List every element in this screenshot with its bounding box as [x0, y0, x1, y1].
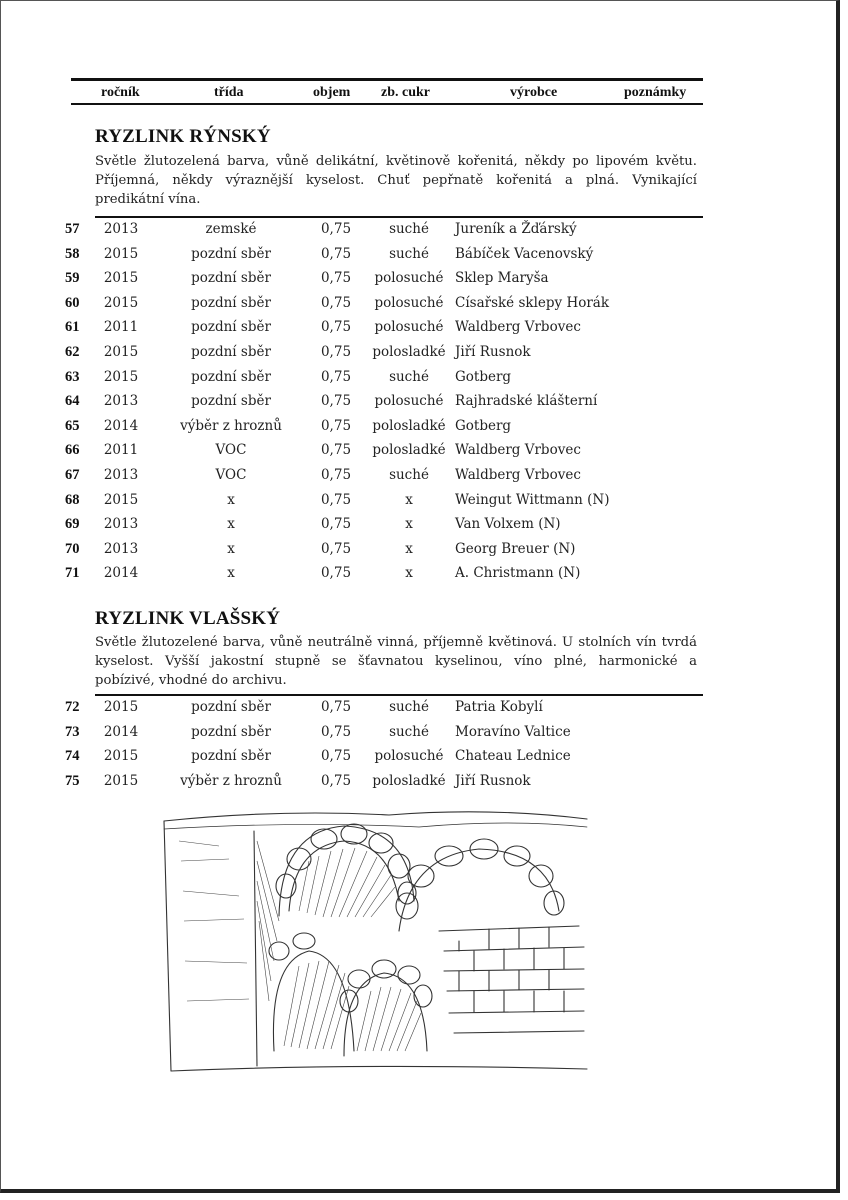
- wine-number: 67: [65, 467, 80, 483]
- wine-number: 57: [65, 221, 80, 237]
- wine-year: 2013: [103, 221, 139, 237]
- section-description: [95, 152, 697, 210]
- wine-volume: 0,75: [320, 368, 352, 385]
- wine-sugar: x: [405, 491, 413, 508]
- wine-volume: 0,75: [320, 294, 352, 311]
- description-line: Světle žlutozelené barva, vůně neutrálně vinná, příjemně květinová. U stolních vín tvrdá: [95, 635, 697, 650]
- table-row: [1, 390, 848, 414]
- wine-class: x: [227, 491, 235, 508]
- table-row: [1, 267, 848, 291]
- wine-maker: Rajhradské klášterní: [455, 393, 598, 410]
- wine-volume: 0,75: [320, 723, 352, 740]
- wine-year: 2013: [103, 540, 139, 557]
- wine-maker: Jiří Rusnok: [455, 344, 531, 360]
- wine-class: x: [227, 540, 235, 557]
- wine-volume: 0,75: [320, 699, 352, 715]
- wine-year: 2013: [103, 516, 139, 533]
- wine-number: 70: [65, 540, 80, 557]
- table-row: [1, 489, 848, 513]
- wine-year: 2015: [103, 772, 139, 789]
- wine-cellar-arches-sketch-icon: [159, 801, 591, 1081]
- wine-year: 2015: [103, 699, 139, 715]
- wine-volume: 0,75: [320, 565, 352, 582]
- header-notes: poznámky: [624, 85, 687, 100]
- wine-class: zemské: [205, 221, 257, 237]
- wine-sugar: polosladké: [372, 344, 446, 360]
- wine-class: pozdní sběr: [191, 319, 271, 336]
- wine-maker: Waldberg Vrbovec: [455, 442, 581, 459]
- wine-class: výběr z hroznů: [180, 772, 282, 789]
- wine-volume: 0,75: [320, 516, 352, 533]
- wine-maker: Van Volxem (N): [455, 516, 561, 533]
- wine-maker: Waldberg Vrbovec: [455, 319, 581, 336]
- wine-year: 2011: [103, 319, 139, 336]
- table-row: [1, 562, 848, 586]
- table-row: [1, 513, 848, 537]
- wine-number: 62: [65, 344, 80, 360]
- wine-sugar: polosuché: [374, 748, 444, 765]
- wine-class: pozdní sběr: [191, 344, 271, 360]
- wine-volume: 0,75: [320, 540, 352, 557]
- wine-sugar: suché: [389, 245, 429, 262]
- wine-class: x: [227, 565, 235, 582]
- wine-class: VOC: [215, 467, 247, 483]
- header-class: třída: [214, 85, 244, 100]
- header-volume: objem: [313, 85, 351, 100]
- wine-number: 58: [65, 245, 80, 262]
- section-title-ryzlink-rynsky: RYZLINK RÝNSKÝ: [95, 126, 271, 147]
- description-line: kyselost. Vyšší jakostní stupně se šťavnatou kyselinou, víno plné, harmonické a: [95, 654, 697, 670]
- wine-volume: 0,75: [320, 442, 352, 459]
- wine-volume: 0,75: [320, 772, 352, 789]
- wine-number: 74: [65, 748, 80, 765]
- wine-class: pozdní sběr: [191, 368, 271, 385]
- wine-maker: Bábíček Vacenovský: [455, 245, 594, 262]
- wine-sugar: suché: [389, 221, 429, 237]
- wine-volume: 0,75: [320, 491, 352, 508]
- wine-sugar: polosuché: [374, 393, 444, 410]
- table-row: [1, 243, 848, 267]
- table-row: [1, 721, 848, 745]
- wine-class: x: [227, 516, 235, 533]
- wine-sugar: polosuché: [374, 319, 444, 336]
- table-row: [1, 316, 848, 340]
- table-header: [71, 78, 703, 105]
- wine-volume: 0,75: [320, 344, 352, 360]
- section-title-ryzlink-vlassky: RYZLINK VLAŠSKÝ: [95, 608, 281, 629]
- table-row: [1, 745, 848, 769]
- wine-year: 2013: [103, 393, 139, 410]
- table-row: [1, 366, 848, 390]
- wine-number: 64: [65, 393, 80, 410]
- wine-year: 2013: [103, 467, 139, 483]
- wine-year: 2015: [103, 748, 139, 765]
- wine-number: 65: [65, 417, 80, 434]
- header-sugar: zb. cukr: [381, 85, 430, 100]
- wine-year: 2014: [103, 417, 139, 434]
- table-row: [1, 415, 848, 439]
- wine-class: pozdní sběr: [191, 270, 271, 287]
- wine-class: výběr z hroznů: [180, 417, 282, 434]
- table-row: [1, 292, 848, 316]
- table-row: [1, 218, 848, 242]
- wine-sugar: polosladké: [372, 417, 446, 434]
- wine-volume: 0,75: [320, 417, 352, 434]
- wine-year: 2014: [103, 565, 139, 582]
- description-line: predikátní vína.: [95, 192, 201, 208]
- wine-sugar: x: [405, 516, 413, 533]
- wine-sugar: polosuché: [374, 270, 444, 287]
- wine-class: pozdní sběr: [191, 723, 271, 740]
- wine-sugar: x: [405, 565, 413, 582]
- section-description: [95, 633, 697, 691]
- wine-sugar: polosladké: [372, 772, 446, 789]
- wine-sugar: suché: [389, 368, 429, 385]
- wine-volume: 0,75: [320, 270, 352, 287]
- wine-sugar: polosladké: [372, 442, 446, 459]
- wine-maker: A. Christmann (N): [455, 565, 581, 582]
- wine-year: 2015: [103, 270, 139, 287]
- wine-class: pozdní sběr: [191, 393, 271, 410]
- wine-class: pozdní sběr: [191, 245, 271, 262]
- wine-number: 72: [65, 699, 80, 715]
- wine-class: VOC: [215, 442, 247, 459]
- wine-number: 63: [65, 368, 80, 385]
- description-line: Příjemná, někdy výraznější kyselost. Chuť pepřnatě kořenitá a plná. Vynikající: [95, 173, 697, 189]
- wine-maker: Patria Kobylí: [455, 699, 543, 715]
- table-row: [1, 439, 848, 463]
- wine-year: 2015: [103, 491, 139, 508]
- wine-year: 2015: [103, 245, 139, 262]
- table-row: [1, 341, 848, 365]
- wine-maker: Jiří Rusnok: [455, 772, 531, 789]
- wine-number: 68: [65, 491, 80, 508]
- wine-year: 2015: [103, 294, 139, 311]
- wine-class: pozdní sběr: [191, 294, 271, 311]
- wine-maker: Georg Breuer (N): [455, 540, 576, 557]
- wine-number: 61: [65, 319, 80, 336]
- description-line: pobízivé, vhodné do archivu.: [95, 673, 287, 689]
- wine-number: 59: [65, 270, 80, 287]
- wine-maker: Sklep Maryša: [455, 270, 549, 287]
- wine-number: 73: [65, 723, 80, 740]
- wine-class: pozdní sběr: [191, 699, 271, 715]
- wine-volume: 0,75: [320, 748, 352, 765]
- wine-volume: 0,75: [320, 467, 352, 483]
- wine-year: 2014: [103, 723, 139, 740]
- wine-maker: Weingut Wittmann (N): [455, 491, 610, 508]
- wine-volume: 0,75: [320, 245, 352, 262]
- wine-number: 75: [65, 772, 80, 789]
- wine-maker: Moravíno Valtice: [455, 723, 571, 740]
- wine-number: 66: [65, 442, 80, 459]
- wine-volume: 0,75: [320, 221, 352, 237]
- table-row: [1, 696, 848, 720]
- wine-maker: Gotberg: [455, 417, 512, 434]
- wine-maker: Jureník a Žďárský: [455, 221, 577, 237]
- header-maker: výrobce: [510, 85, 558, 100]
- wine-maker: Gotberg: [455, 368, 512, 385]
- wine-class: pozdní sběr: [191, 748, 271, 765]
- wine-year: 2011: [103, 442, 139, 459]
- table-row: [1, 464, 848, 488]
- wine-sugar: x: [405, 540, 413, 557]
- wine-sugar: suché: [389, 699, 429, 715]
- wine-number: 69: [65, 516, 80, 533]
- table-row: [1, 538, 848, 562]
- wine-volume: 0,75: [320, 319, 352, 336]
- wine-volume: 0,75: [320, 393, 352, 410]
- wine-number: 71: [65, 565, 80, 582]
- wine-maker: Waldberg Vrbovec: [455, 467, 581, 483]
- wine-year: 2015: [103, 344, 139, 360]
- wine-sugar: suché: [389, 467, 429, 483]
- wine-year: 2015: [103, 368, 139, 385]
- wine-maker: Císařské sklepy Horák: [455, 294, 610, 311]
- wine-sugar: suché: [389, 723, 429, 740]
- wine-number: 60: [65, 294, 80, 311]
- table-row: [1, 770, 848, 794]
- header-year: ročník: [101, 85, 140, 100]
- wine-sugar: polosuché: [374, 294, 444, 311]
- description-line: Světle žlutozelená barva, vůně delikátní, květinově kořenitá, někdy po lipovém květu.: [95, 154, 697, 169]
- wine-maker: Chateau Lednice: [455, 748, 571, 765]
